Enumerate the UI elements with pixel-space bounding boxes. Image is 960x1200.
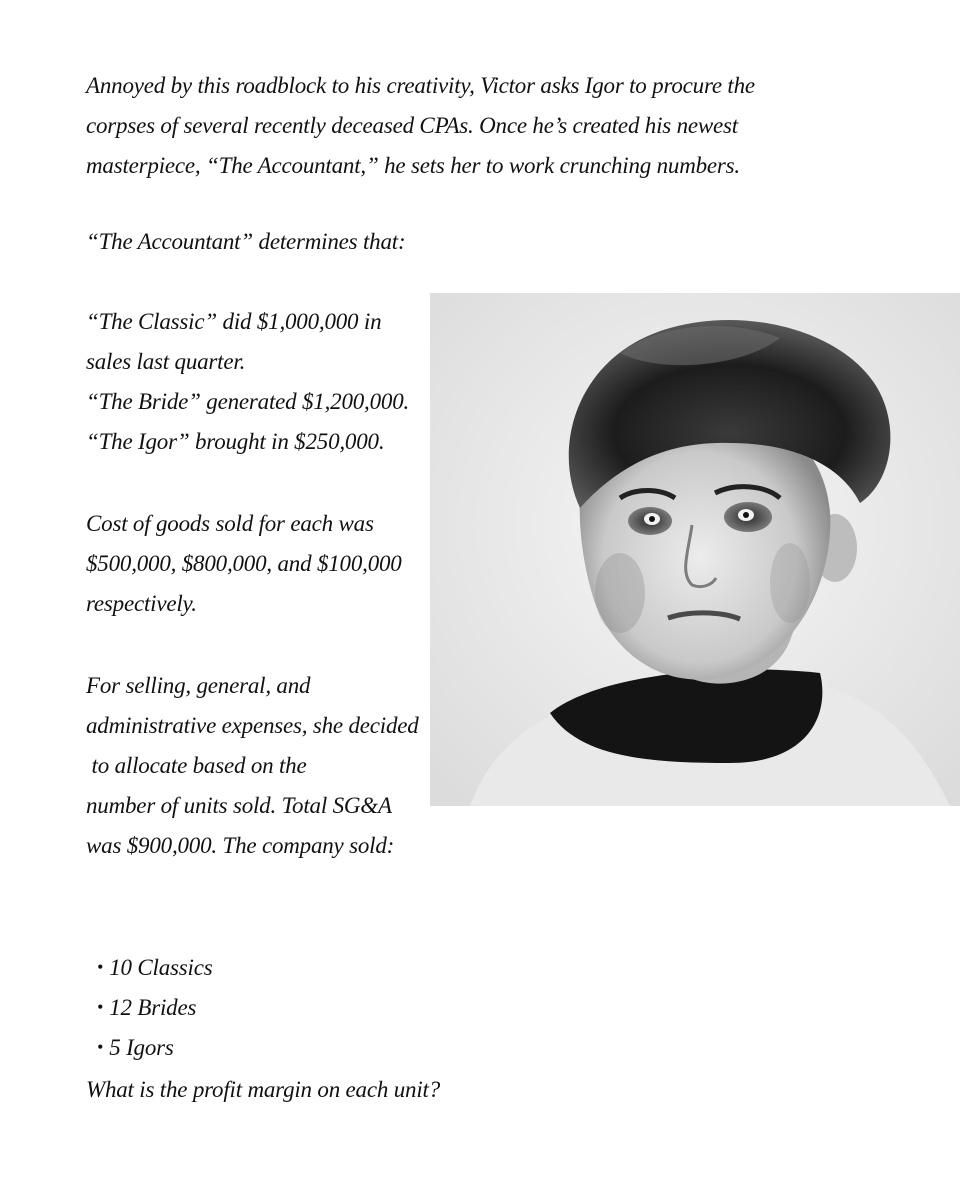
sales-line-2: sales last quarter. bbox=[86, 349, 246, 374]
bullet-icon: • bbox=[97, 997, 104, 1017]
cogs-line-3: respectively. bbox=[86, 591, 197, 616]
question-line: What is the profit margin on each unit? bbox=[86, 1077, 441, 1102]
unit-label: 5 Igors bbox=[109, 1035, 174, 1060]
unit-label: 12 Brides bbox=[109, 995, 197, 1020]
unit-label: 10 Classics bbox=[109, 955, 213, 980]
sga-line-1: For selling, general, and bbox=[86, 673, 311, 698]
portrait-photo-icon bbox=[430, 293, 960, 806]
bullet-icon: • bbox=[97, 1037, 104, 1057]
sga-line-3: to allocate based on the bbox=[86, 753, 307, 778]
sga-line-4: number of units sold. Total SG&A bbox=[86, 793, 392, 818]
sga-line-2: administrative expenses, she decided bbox=[86, 713, 419, 738]
sales-line-1: “The Classic” did $1,000,000 in bbox=[86, 309, 382, 334]
bullet-icon: • bbox=[97, 957, 104, 977]
unit-list-item bbox=[86, 988, 174, 1069]
intro-line-3: masterpiece, “The Accountant,” he sets her to work crunching numbers. bbox=[86, 153, 740, 178]
determines-line: “The Accountant” determines that: bbox=[86, 229, 406, 254]
cogs-line-1: Cost of goods sold for each was bbox=[86, 511, 374, 536]
portrait-photo bbox=[430, 293, 960, 806]
intro-line-1: Annoyed by this roadblock to his creativity, Victor asks Igor to procure the bbox=[86, 73, 755, 98]
cogs-line-2: $500,000, $800,000, and $100,000 bbox=[86, 551, 402, 576]
sales-line-4: “The Igor” brought in $250,000. bbox=[86, 429, 385, 454]
intro-line-2: corpses of several recently deceased CPAs. Once he’s created his newest bbox=[86, 113, 738, 138]
sga-line-5: was $900,000. The company sold: bbox=[86, 833, 395, 858]
sales-line-3: “The Bride” generated $1,200,000. bbox=[86, 389, 410, 414]
